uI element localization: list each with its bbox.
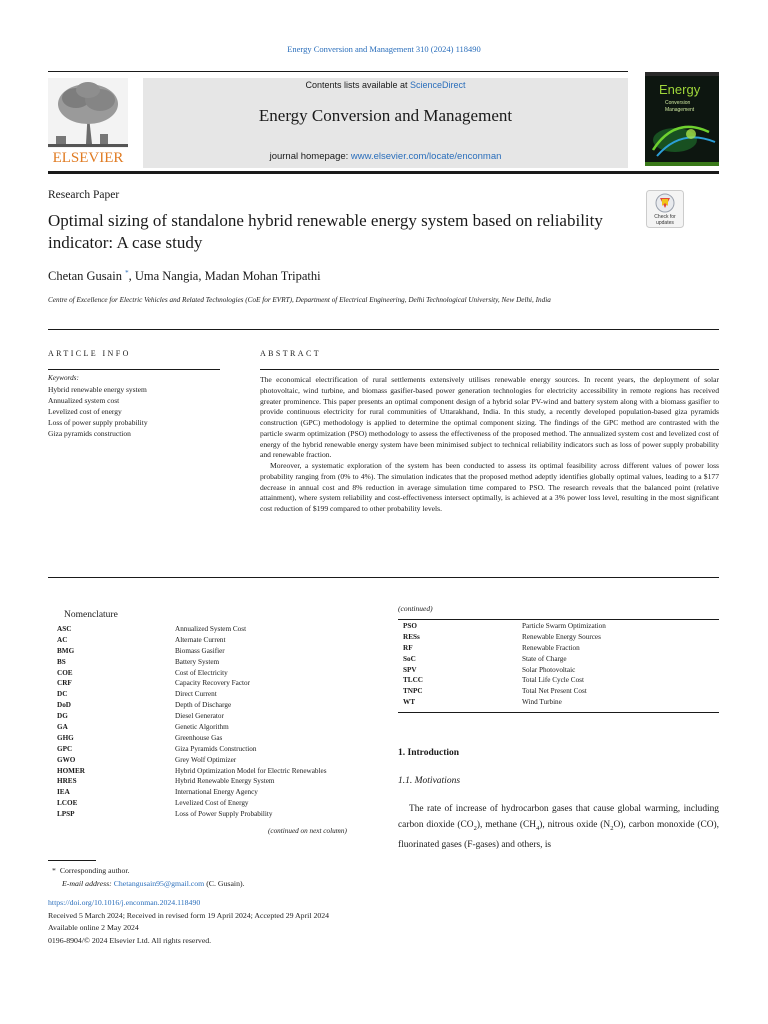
nomenclature-abbr: LCOE: [57, 799, 78, 808]
nomenclature-row: [57, 635, 377, 646]
nomenclature-abbr: GHG: [57, 733, 74, 742]
introduction-heading: 1. Introduction: [398, 748, 460, 758]
nomenclature-abbr: DoD: [57, 701, 71, 710]
abstract-body: [260, 375, 719, 515]
email-link[interactable]: Chetangusain95@gmail.com: [113, 878, 205, 888]
nomenclature-abbr: SPV: [403, 665, 417, 674]
nomenclature-row: [403, 686, 719, 697]
contents-line: [143, 80, 628, 90]
nomenclature-row: [57, 700, 377, 711]
nomenclature-row: [57, 711, 377, 722]
article-info-heading: ARTICLE INFO: [48, 349, 131, 358]
nomenclature-abbr: CRF: [57, 679, 72, 688]
nomenclature-row: [57, 646, 377, 657]
keyword-item: Levelized cost of energy: [48, 407, 122, 416]
footnote: [52, 865, 245, 890]
nomenclature-abbr: RF: [403, 643, 413, 652]
corresponding-mark: *: [52, 866, 56, 875]
corresponding-author-mark[interactable]: *: [125, 269, 129, 277]
email-label: E-mail address:: [62, 878, 114, 888]
cover-title: Energy: [659, 82, 701, 97]
nomenclature-row: [57, 776, 377, 787]
nomenclature-abbr: SoC: [403, 654, 416, 663]
keywords-label: Keywords:: [48, 374, 79, 382]
nomenclature-def: Loss of Power Supply Probability: [175, 810, 273, 819]
nomenclature-abbr: AC: [57, 635, 68, 644]
elsevier-logo: [48, 78, 128, 164]
cover-subtitle-2: Management: [665, 107, 695, 113]
nomenclature-abbr: GWO: [57, 755, 76, 764]
nomenclature-row: [57, 787, 377, 798]
nomenclature-def: Alternate Current: [175, 635, 226, 644]
keyword-item: Giza pyramids construction: [48, 429, 131, 438]
nomenclature-def: Genetic Algorithm: [175, 723, 229, 732]
nomenclature-row: [57, 624, 377, 635]
nomenclature-row: [403, 665, 719, 676]
nomenclature-def: Solar Photovoltaic: [522, 665, 576, 674]
nomenclature-def: Levelized Cost of Energy: [175, 799, 249, 808]
nomenclature-row: [57, 744, 377, 755]
masthead-top-rule: [48, 71, 628, 72]
nomenclature-row: [57, 678, 377, 689]
intro-text-segment: ), nitrous oxide (N: [539, 820, 611, 831]
nomenclature-row: [57, 755, 377, 766]
nomenclature-abbr: HOMER: [57, 766, 85, 775]
author-name[interactable]: Madan Mohan Tripathi: [204, 269, 321, 284]
doi-link[interactable]: https://doi.org/10.1016/j.enconman.2024.118490: [48, 898, 201, 907]
author-name[interactable]: Uma Nangia: [134, 269, 199, 284]
nomenclature-continued-label: (continued): [398, 604, 433, 613]
nomenclature-def: Direct Current: [175, 690, 217, 699]
nomenclature-row: [403, 643, 719, 654]
nomenclature-def: Total Life Cycle Cost: [522, 676, 584, 685]
nomenclature-def: Biomass Gasifier: [175, 646, 225, 655]
subscript: 4: [536, 825, 540, 833]
nomenclature-def: Cost of Electricity: [175, 668, 228, 677]
continued-bottom-rule: [398, 712, 719, 713]
nomenclature-def: Renewable Energy Sources: [522, 632, 601, 641]
nomenclature-row: [57, 766, 377, 777]
abstract-end-rule: [48, 577, 719, 578]
nomenclature-def: Annualized System Cost: [175, 625, 247, 633]
nomenclature-abbr: BMG: [57, 646, 75, 655]
motivations-subheading: 1.1. Motivations: [398, 776, 461, 786]
nomenclature-abbr: COE: [57, 668, 73, 677]
nomenclature-row: [403, 632, 719, 643]
nomenclature-abbr: LPSP: [57, 810, 75, 819]
copyright: 0196-8904/© 2024 Elsevier Ltd. All rights reserved.: [48, 935, 212, 945]
nomenclature-abbr: BS: [57, 657, 66, 666]
journal-cover: [645, 72, 719, 166]
nomenclature-abbr: WT: [403, 698, 415, 707]
nomenclature-def: Diesel Generator: [175, 712, 224, 721]
nomenclature-def: Particle Swarm Optimization: [522, 622, 606, 630]
intro-text-segment: The rate of increase of hydrocarbon gases that cause global warming, including carbon dioxide (CO: [398, 804, 719, 831]
article-info-rule: [48, 369, 220, 370]
nomenclature-row: [57, 733, 377, 744]
affiliation-rule: [48, 329, 719, 330]
paper-title: Optimal sizing of standalone hybrid renewable energy system based on reliability indicator: A case study: [48, 211, 603, 252]
nomenclature-def: Hybrid Renewable Energy System: [175, 777, 275, 786]
intro-text-segment: ), methane (CH: [476, 820, 536, 831]
homepage-prefix: journal homepage:: [269, 151, 351, 162]
introduction-paragraph: [398, 801, 719, 854]
nomenclature-abbr: GPC: [57, 744, 73, 753]
nomenclature-abbr: TLCC: [403, 676, 423, 685]
nomenclature-def: Greenhouse Gas: [175, 733, 223, 742]
corresponding-text: Corresponding author.: [59, 866, 130, 875]
cover-subtitle-1: Conversion: [665, 100, 691, 106]
nomenclature-def: International Energy Agency: [175, 788, 258, 797]
footnote-rule: [48, 860, 96, 861]
nomenclature-abbr: PSO: [403, 622, 417, 630]
subscript: 2: [473, 825, 477, 833]
corresponding-author-note: [52, 865, 245, 878]
nomenclature-row: [57, 798, 377, 809]
received-dates: Received 5 March 2024; Received in revised form 19 April 2024; Accepted 29 April 2024: [48, 910, 330, 920]
nomenclature-row: [403, 654, 719, 665]
abstract-paragraph: The economical electrification of rural settlements extensively utilises renewable energy sources. In recent years, the deployment of solar photovoltaic, wind turbine, and biomass gasifier-based power generation technologies for electricity accessibility in remote regions has received greater prominence. This paper presents an optimal component design of a hybrid solar PV-wind and battery system along with a biomass gasifier to provide continuous electricity for rural communities of Uttarakhand, India. In this study, a recently developed population-based giza pyramids construction (GPC) methodology is applied to determine the optimal component sizing. The findings of the GPC method are contrasted with the particle swarm optimization (PSO) methodology to assess the effectiveness of the proposed method. The annualized system cost and levelized cost of energy of the hybrid renewable energy system have been minimised subject to technical reliability indicators such as loss of power supply probability and renewable fraction.: [260, 375, 719, 460]
journal-citation[interactable]: Energy Conversion and Management 310 (2024) 118490: [287, 44, 481, 54]
nomenclature-abbr: RESs: [403, 632, 420, 641]
nomenclature-def: Grey Wolf Optimizer: [175, 755, 237, 764]
elsevier-wordmark: ELSEVIER: [52, 150, 124, 164]
check-for-updates-badge[interactable]: [646, 190, 684, 228]
sciencedirect-link[interactable]: ScienceDirect: [410, 80, 466, 90]
nomenclature-table-right: [403, 621, 719, 708]
homepage-line: [143, 151, 628, 162]
nomenclature-row: [403, 621, 719, 632]
abstract-rule: [260, 369, 719, 370]
nomenclature-def: Giza Pyramids Construction: [175, 744, 257, 753]
author-name[interactable]: Chetan Gusain: [48, 269, 122, 284]
homepage-link[interactable]: www.elsevier.com/locate/enconman: [350, 151, 502, 162]
intro-text-segment: O), carbon monoxide (CO), fluorinated gases (F-gases) and others, is: [398, 820, 719, 851]
nomenclature-def: Battery System: [175, 657, 220, 666]
badge-line-2: updates: [656, 220, 674, 226]
nomenclature-abbr: ASC: [57, 625, 72, 633]
author-list: Chetan Gusain *, Uma Nangia, Madan Mohan Tripathi: [48, 269, 321, 284]
nomenclature-def: Hybrid Optimization Model for Electric Renewables: [175, 766, 327, 775]
keyword-list: [48, 384, 148, 439]
nomenclature-row: [57, 657, 377, 668]
nomenclature-abbr: DC: [57, 690, 68, 699]
article-type: Research Paper: [48, 189, 120, 201]
badge-line-1: Check for: [654, 214, 676, 220]
contents-prefix: Contents lists available at: [305, 80, 411, 90]
publication-info: [48, 897, 329, 947]
nomenclature-def: Total Net Present Cost: [522, 687, 587, 696]
email-note: [52, 878, 245, 891]
keyword-item: Annualized system cost: [48, 396, 120, 405]
nomenclature-def: Capacity Recovery Factor: [175, 679, 251, 688]
nomenclature-table-left: [57, 624, 377, 820]
nomenclature-continued-note: (continued on next column): [268, 827, 347, 835]
nomenclature-row: [57, 668, 377, 679]
masthead-bottom-rule: [48, 171, 719, 174]
nomenclature-abbr: IEA: [57, 788, 70, 797]
subscript: 2: [610, 825, 614, 833]
nomenclature-title: Nomenclature: [64, 610, 118, 620]
nomenclature-row: [403, 675, 719, 686]
nomenclature-abbr: DG: [57, 712, 68, 721]
nomenclature-def: State of Charge: [522, 654, 567, 663]
keyword-item: Loss of power supply probability: [48, 418, 148, 427]
nomenclature-row: [57, 809, 377, 820]
nomenclature-row: [403, 697, 719, 708]
nomenclature-row: [57, 722, 377, 733]
abstract-heading: ABSTRACT: [260, 349, 321, 358]
nomenclature-abbr: TNPC: [403, 687, 423, 696]
nomenclature-abbr: GA: [57, 723, 68, 732]
nomenclature-def: Wind Turbine: [522, 698, 562, 707]
available-online: Available online 2 May 2024: [48, 923, 139, 932]
nomenclature-row: [57, 689, 377, 700]
abstract-paragraph: Moreover, a systematic exploration of the system has been conducted to assess its optimal feasibility across different values of power loss probability ranging from (0% to 4%). The simulation indicates that the proposed method adeptly identifies globally optimal values, leading to a $177 decrease in annual cost and 8% reduction in average simulation time compared to PSO. The research reveals that the balanced point (relative attainment), where system reliability and cost-effectiveness intersect optimally, is achieved at a 3% power loss level, resulting in the most significant cost reduction of $199 compared to other probability levels.: [260, 461, 719, 513]
nomenclature-abbr: HRES: [57, 777, 77, 786]
nomenclature-def: Renewable Fraction: [522, 643, 580, 652]
nomenclature-def: Depth of Discharge: [175, 701, 232, 710]
continued-top-rule: [398, 619, 719, 620]
affiliation: Centre of Excellence for Electric Vehicles and Related Technologies (CoE for EVRT), Department of Electrical Engineering, Delhi Technological University, New Delhi, India: [48, 296, 551, 304]
keyword-item: Hybrid renewable energy system: [48, 385, 147, 394]
journal-title: Energy Conversion and Management: [258, 106, 513, 125]
email-suffix: (C. Gusain).: [204, 878, 245, 888]
